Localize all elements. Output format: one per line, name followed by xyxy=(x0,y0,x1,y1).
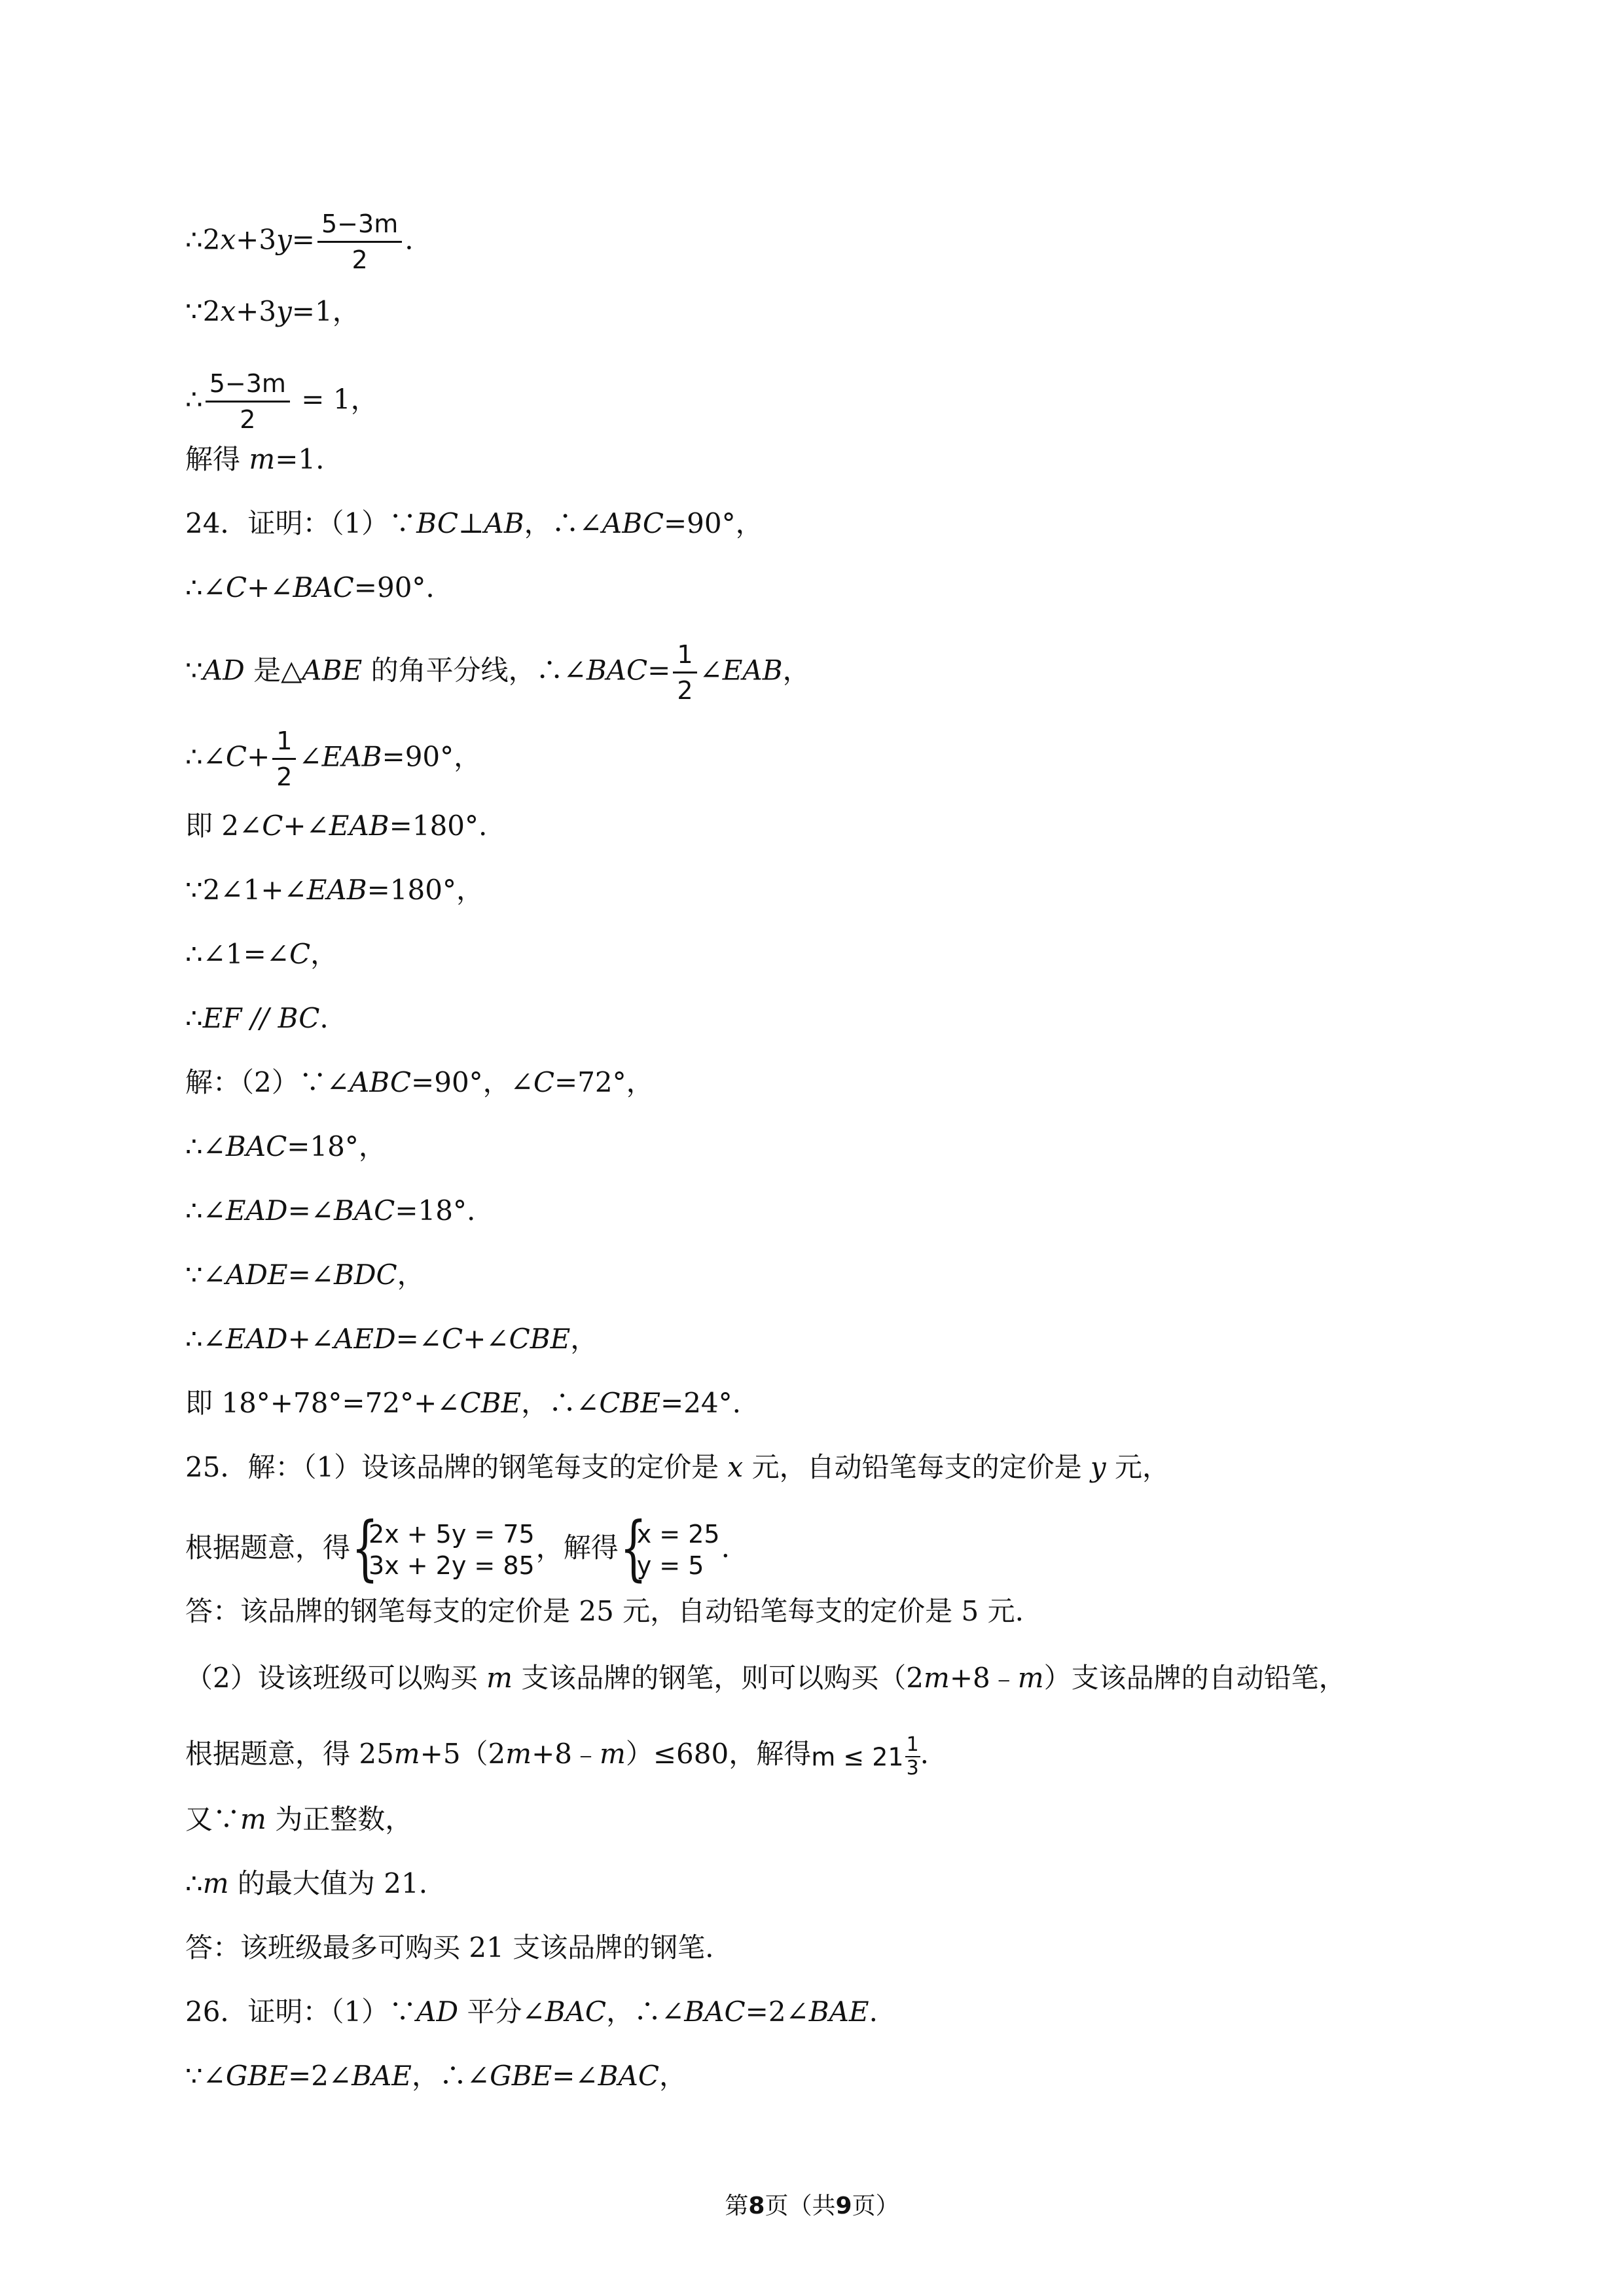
line-20: 根据题意，得 { 2x + 5y = 75 3x + 2y = 85 ，解得 { x = 25 y = 5 . xyxy=(185,1507,730,1589)
line-19: 25．解：（1）设该品牌的钢笔每支的定价是 x 元，自动铅笔每支的定价是 y 元， xyxy=(185,1451,1170,1483)
brace-icon: { xyxy=(352,1507,379,1589)
line-7: ∵AD 是△ABE 的角平分线，∴∠BAC= $\frac{1}{2}$ ∠EAB， xyxy=(185,640,810,705)
line-8: ∴∠C+ $\frac{1}{2}$ ∠EAB=90°， xyxy=(185,726,482,791)
fraction: $\frac{5-3m}{2}$ xyxy=(206,369,290,434)
fraction: $\frac{1}{2}$ xyxy=(673,640,696,705)
line-13: 解：（2）∵∠ABC=90°，∠C=72°， xyxy=(185,1066,654,1098)
line-28: ∵∠GBE=2∠BAE，∴∠GBE=∠BAC， xyxy=(185,2060,687,2092)
total-pages: 9 xyxy=(835,2193,852,2219)
solution-system: { x = 25 y = 5 xyxy=(619,1507,720,1589)
line-11: ∴∠1=∠C， xyxy=(185,938,338,970)
line-1: ∴2x+3y= $\frac{5-3m}{2}$ . xyxy=(185,209,414,274)
fraction: $\frac{1}{3}$ xyxy=(906,1733,919,1780)
line-21: 答：该品牌的钢笔每支的定价是 25 元，自动铅笔每支的定价是 5 元. xyxy=(185,1595,1024,1627)
line-9: 即 2∠C+∠EAB=180°. xyxy=(185,810,488,842)
line-10: ∵2∠1+∠EAB=180°， xyxy=(185,874,484,906)
line-23: 根据题意，得 25m+5（2m+8﹣m）≤680，解得m ≤ 21 $\frac{1}{3}$ . xyxy=(185,1728,929,1783)
line-15: ∴∠EAD=∠BAC=18°. xyxy=(185,1194,476,1227)
line-26: 答：该班级最多可购买 21 支该品牌的钢笔. xyxy=(185,1931,714,1964)
line-25: ∴m 的最大值为 21. xyxy=(185,1867,428,1899)
fraction: $\frac{5-3m}{2}$ xyxy=(317,209,402,274)
line-24: 又∵m 为正整数， xyxy=(185,1803,413,1835)
line-18: 即 18°+78°=72°+∠CBE，∴∠CBE=24°. xyxy=(185,1387,741,1419)
line-22: （2）设该班级可以购买 m 支该品牌的钢笔，则可以购买（2m+8﹣m）支该品牌的自动铅笔， xyxy=(185,1662,1346,1694)
line-14: ∴∠BAC=18°， xyxy=(185,1130,386,1162)
brace-icon: { xyxy=(619,1507,647,1589)
line-27: 26．证明：（1）∵AD 平分∠BAC，∴∠BAC=2∠BAE. xyxy=(185,1996,878,2028)
equation-system: { 2x + 5y = 75 3x + 2y = 85 xyxy=(352,1507,535,1589)
page-footer: 第8页（共9页） xyxy=(725,2193,899,2219)
mixed-number: m ≤ 21 $\frac{1}{3}$ xyxy=(811,1733,919,1780)
line-17: ∴∠EAD+∠AED=∠C+∠CBE， xyxy=(185,1323,598,1355)
line-4: 解得 m=1. xyxy=(185,443,325,475)
line-3: ∴ $\frac{5-3m}{2}$ = 1， xyxy=(185,369,378,434)
fraction: $\frac{1}{2}$ xyxy=(272,726,296,791)
line-2: ∵2x+3y=1， xyxy=(185,295,360,327)
page-number: 8 xyxy=(748,2193,765,2219)
line-5: 24．证明：（1）∵BC⊥AB，∴∠ABC=90°， xyxy=(185,507,763,539)
line-16: ∵∠ADE=∠BDC， xyxy=(185,1259,425,1291)
line-6: ∴∠C+∠BAC=90°. xyxy=(185,571,435,603)
line-12: ∴EF // BC. xyxy=(185,1002,329,1034)
